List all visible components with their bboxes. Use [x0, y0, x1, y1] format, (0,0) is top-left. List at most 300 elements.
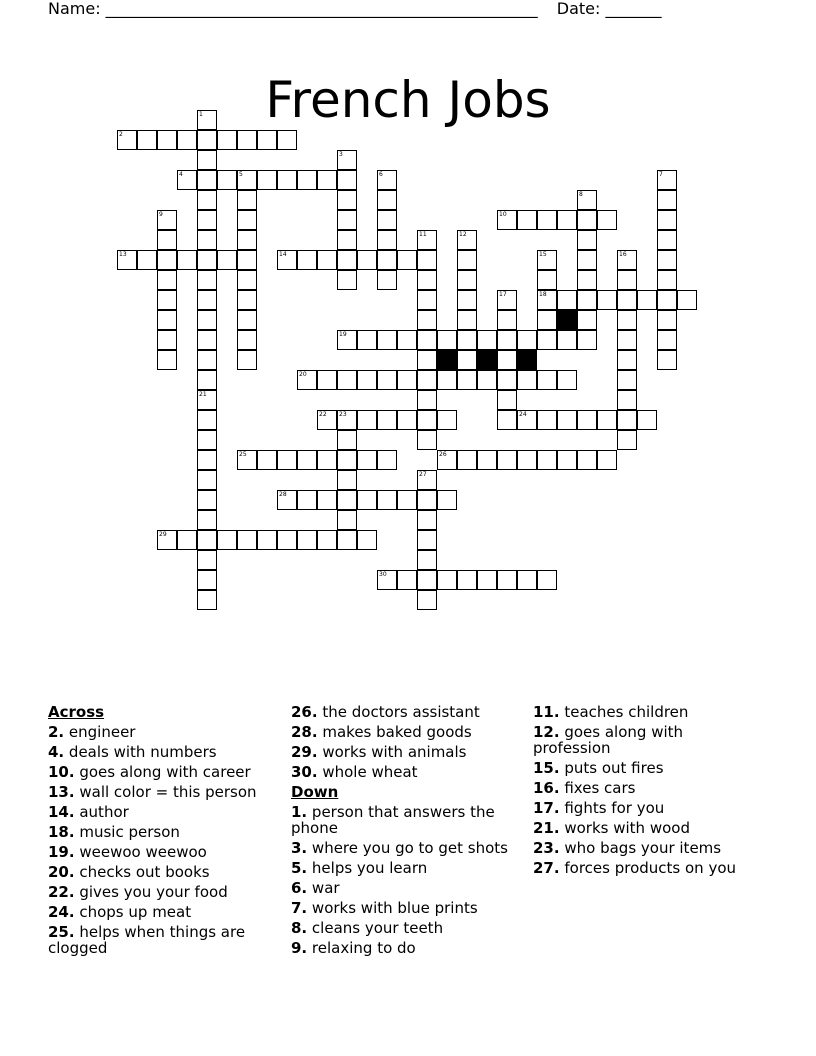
crossword-cell[interactable]: [157, 310, 177, 330]
clue-down-23: 23. who bags your items: [533, 839, 722, 857]
crossword-cell[interactable]: [557, 450, 577, 470]
crossword-cell[interactable]: [537, 270, 557, 290]
crossword-cell[interactable]: [577, 290, 597, 310]
crossword-cell[interactable]: [417, 510, 437, 530]
crossword-cell[interactable]: [277, 130, 297, 150]
crossword-cell[interactable]: [197, 310, 217, 330]
cell-number: 14: [279, 251, 287, 258]
clue-down-15: 15. puts out fires: [533, 759, 664, 777]
crossword-cell[interactable]: [237, 330, 257, 350]
clue-across-22: 22. gives you your food: [48, 883, 228, 901]
crossword-cell[interactable]: [197, 570, 217, 590]
crossword-cell[interactable]: [197, 550, 217, 570]
crossword-cell[interactable]: [537, 310, 557, 330]
crossword-cell[interactable]: [237, 210, 257, 230]
clue-down-11: 11. teaches children: [533, 703, 689, 721]
crossword-cell[interactable]: [337, 450, 357, 470]
crossword-cell[interactable]: [377, 330, 397, 350]
crossword-cell[interactable]: [497, 290, 517, 310]
crossword-cell[interactable]: [477, 570, 497, 590]
crossword-cell[interactable]: [297, 370, 317, 390]
crossword-cell[interactable]: [617, 270, 637, 290]
crossword-cell[interactable]: [517, 450, 537, 470]
crossword-cell[interactable]: [657, 310, 677, 330]
crossword-cell[interactable]: [417, 490, 437, 510]
crossword-cell[interactable]: [577, 190, 597, 210]
cell-number: 27: [419, 471, 427, 478]
crossword-cell[interactable]: [237, 190, 257, 210]
cell-number: 24: [519, 411, 527, 418]
crossword-cell[interactable]: [457, 230, 477, 250]
crossword-cell[interactable]: [417, 530, 437, 550]
crossword-cell[interactable]: [157, 350, 177, 370]
clue-down-12: 12. goes along with profession: [533, 723, 684, 757]
crossword-cell[interactable]: [497, 450, 517, 470]
clue-across-2: 2. engineer: [48, 723, 136, 741]
crossword-cell[interactable]: [117, 250, 137, 270]
crossword-cell[interactable]: [217, 250, 237, 270]
crossword-cell[interactable]: [437, 490, 457, 510]
crossword-cell[interactable]: [457, 290, 477, 310]
crossword-cell[interactable]: [577, 410, 597, 430]
crossword-cell[interactable]: [157, 210, 177, 230]
crossword-cell[interactable]: [437, 370, 457, 390]
crossword-cell[interactable]: [197, 330, 217, 350]
cell-number: 3: [339, 151, 343, 158]
clues-column-1: [48, 702, 280, 958]
crossword-cell[interactable]: [117, 130, 137, 150]
crossword-cell[interactable]: [617, 370, 637, 390]
crossword-cell[interactable]: [317, 530, 337, 550]
crossword-cell[interactable]: [597, 410, 617, 430]
crossword-cell[interactable]: [157, 130, 177, 150]
crossword-cell[interactable]: [197, 490, 217, 510]
crossword-cell[interactable]: [497, 310, 517, 330]
crossword-cell[interactable]: [617, 390, 637, 410]
clue-across-30: 30. whole wheat: [291, 763, 418, 781]
cell-number: 21: [199, 391, 207, 398]
clue-down-5: 5. helps you learn: [291, 859, 428, 877]
cell-number: 29: [159, 531, 167, 538]
crossword-cell[interactable]: [257, 450, 277, 470]
crossword-cell[interactable]: [197, 150, 217, 170]
crossword-cell[interactable]: [377, 190, 397, 210]
page-title: French Jobs: [265, 70, 551, 129]
cell-number: 19: [339, 331, 347, 338]
crossword-cell[interactable]: [657, 330, 677, 350]
crossword-cell[interactable]: [517, 410, 537, 430]
clues-column-3: [533, 702, 765, 878]
crossword-cell[interactable]: [537, 330, 557, 350]
crossword-black-cell: [517, 350, 537, 370]
crossword-cell[interactable]: [357, 250, 377, 270]
clue-down-8: 8. cleans your teeth: [291, 919, 444, 937]
crossword-cell[interactable]: [417, 590, 437, 610]
clue-down-17: 17. fights for you: [533, 799, 665, 817]
clue-across-13: 13. wall color = this person: [48, 783, 257, 801]
crossword-cell[interactable]: [437, 570, 457, 590]
crossword-cell[interactable]: [417, 330, 437, 350]
crossword-cell[interactable]: [657, 210, 677, 230]
crossword-cell[interactable]: [517, 570, 537, 590]
crossword-cell[interactable]: [597, 290, 617, 310]
crossword-cell[interactable]: [477, 450, 497, 470]
crossword-cell[interactable]: [397, 250, 417, 270]
crossword-cell[interactable]: [377, 450, 397, 470]
crossword-cell[interactable]: [577, 230, 597, 250]
crossword-cell[interactable]: [537, 370, 557, 390]
crossword-cell[interactable]: [177, 530, 197, 550]
crossword-cell[interactable]: [417, 350, 437, 370]
clue-across-10: 10. goes along with career: [48, 763, 251, 781]
crossword-cell[interactable]: [417, 570, 437, 590]
crossword-cell[interactable]: [617, 410, 637, 430]
cell-number: 11: [419, 231, 427, 238]
crossword-cell[interactable]: [197, 170, 217, 190]
crossword-cell[interactable]: [497, 370, 517, 390]
crossword-cell[interactable]: [677, 290, 697, 310]
crossword-cell[interactable]: [157, 250, 177, 270]
crossword-cell[interactable]: [277, 170, 297, 190]
crossword-cell[interactable]: [377, 210, 397, 230]
clue-across-19: 19. weewoo weewoo: [48, 843, 207, 861]
cell-number: 15: [539, 251, 547, 258]
cell-number: 2: [119, 131, 123, 138]
crossword-cell[interactable]: [337, 410, 357, 430]
crossword-cell[interactable]: [197, 530, 217, 550]
crossword-cell[interactable]: [337, 270, 357, 290]
crossword-cell[interactable]: [577, 210, 597, 230]
crossword-cell[interactable]: [217, 530, 237, 550]
clue-across-28: 28. makes baked goods: [291, 723, 472, 741]
crossword-cell[interactable]: [217, 130, 237, 150]
crossword-cell[interactable]: [197, 290, 217, 310]
crossword-cell[interactable]: [417, 290, 437, 310]
cell-number: 12: [459, 231, 467, 238]
crossword-cell[interactable]: [157, 230, 177, 250]
crossword-cell[interactable]: [297, 450, 317, 470]
crossword-cell[interactable]: [277, 490, 297, 510]
crossword-cell[interactable]: [337, 370, 357, 390]
crossword-cell[interactable]: [477, 370, 497, 390]
crossword-cell[interactable]: [457, 310, 477, 330]
crossword-cell[interactable]: [197, 350, 217, 370]
crossword-cell[interactable]: [417, 370, 437, 390]
crossword-cell[interactable]: [197, 370, 217, 390]
crossword-cell[interactable]: [457, 350, 477, 370]
cell-number: 8: [579, 191, 583, 198]
crossword-cell[interactable]: [497, 330, 517, 350]
crossword-cell[interactable]: [257, 530, 277, 550]
crossword-cell[interactable]: [637, 290, 657, 310]
crossword-cell[interactable]: [617, 250, 637, 270]
cell-number: 5: [239, 171, 243, 178]
crossword-cell[interactable]: [377, 230, 397, 250]
crossword-cell[interactable]: [237, 250, 257, 270]
crossword-cell[interactable]: [537, 410, 557, 430]
crossword-cell[interactable]: [357, 330, 377, 350]
crossword-cell[interactable]: [617, 310, 637, 330]
crossword-cell[interactable]: [577, 330, 597, 350]
crossword-cell[interactable]: [237, 290, 257, 310]
crossword-cell[interactable]: [337, 150, 357, 170]
crossword-cell[interactable]: [197, 590, 217, 610]
crossword-cell[interactable]: [237, 530, 257, 550]
clue-across-14: 14. author: [48, 803, 129, 821]
crossword-cell[interactable]: [337, 250, 357, 270]
crossword-cell[interactable]: [577, 310, 597, 330]
clue-across-29: 29. works with animals: [291, 743, 467, 761]
crossword-cell[interactable]: [417, 470, 437, 490]
crossword-cell[interactable]: [537, 290, 557, 310]
crossword-cell[interactable]: [657, 250, 677, 270]
crossword-cell[interactable]: [537, 450, 557, 470]
crossword-cell[interactable]: [417, 430, 437, 450]
crossword-cell[interactable]: [417, 410, 437, 430]
crossword-cell[interactable]: [377, 170, 397, 190]
crossword-cell[interactable]: [657, 350, 677, 370]
crossword-cell[interactable]: [517, 370, 537, 390]
crossword-cell[interactable]: [337, 170, 357, 190]
clue-across-26: 26. the doctors assistant: [291, 703, 480, 721]
crossword-cell[interactable]: [657, 230, 677, 250]
clue-down-21: 21. works with wood: [533, 819, 690, 837]
clue-down-1: 1. person that answers the phone: [291, 803, 495, 837]
cell-number: 17: [499, 291, 507, 298]
crossword-cell[interactable]: [437, 450, 457, 470]
crossword-cell[interactable]: [457, 250, 477, 270]
crossword-cell[interactable]: [537, 250, 557, 270]
cell-number: 4: [179, 171, 183, 178]
crossword-cell[interactable]: [277, 250, 297, 270]
crossword-cell[interactable]: [577, 250, 597, 270]
crossword-cell[interactable]: [337, 430, 357, 450]
clue-down-16: 16. fixes cars: [533, 779, 636, 797]
crossword-cell[interactable]: [377, 490, 397, 510]
clue-across-4: 4. deals with numbers: [48, 743, 217, 761]
crossword-cell[interactable]: [137, 250, 157, 270]
crossword-cell[interactable]: [157, 290, 177, 310]
crossword-cell[interactable]: [417, 390, 437, 410]
crossword-black-cell: [557, 310, 577, 330]
cell-number: 18: [539, 291, 547, 298]
crossword-cell[interactable]: [597, 450, 617, 470]
crossword-cell[interactable]: [497, 570, 517, 590]
crossword-cell[interactable]: [457, 270, 477, 290]
crossword-cell[interactable]: [297, 490, 317, 510]
crossword-cell[interactable]: [317, 450, 337, 470]
crossword-cell[interactable]: [197, 430, 217, 450]
crossword-cell[interactable]: [377, 270, 397, 290]
crossword-cell[interactable]: [657, 270, 677, 290]
crossword-cell[interactable]: [217, 170, 237, 190]
crossword-cell[interactable]: [337, 210, 357, 230]
crossword-cell[interactable]: [277, 450, 297, 470]
crossword-cell[interactable]: [197, 450, 217, 470]
crossword-cell[interactable]: [177, 170, 197, 190]
crossword-cell[interactable]: [457, 450, 477, 470]
crossword-cell[interactable]: [497, 410, 517, 430]
header: [48, 0, 748, 22]
crossword-cell[interactable]: [497, 210, 517, 230]
cell-number: 10: [499, 211, 507, 218]
crossword-cell[interactable]: [557, 330, 577, 350]
crossword-cell[interactable]: [377, 570, 397, 590]
crossword-cell[interactable]: [537, 570, 557, 590]
crossword-cell[interactable]: [417, 230, 437, 250]
crossword-cell[interactable]: [337, 330, 357, 350]
crossword-cell[interactable]: [197, 470, 217, 490]
crossword-cell[interactable]: [297, 250, 317, 270]
crossword-cell[interactable]: [197, 390, 217, 410]
crossword-cell[interactable]: [497, 350, 517, 370]
crossword-cell[interactable]: [237, 170, 257, 190]
crossword-cell[interactable]: [557, 210, 577, 230]
cell-number: 28: [279, 491, 287, 498]
crossword-cell[interactable]: [617, 350, 637, 370]
crossword-cell[interactable]: [337, 190, 357, 210]
crossword-cell[interactable]: [157, 270, 177, 290]
crossword-cell[interactable]: [477, 330, 497, 350]
crossword-cell[interactable]: [617, 330, 637, 350]
crossword-cell[interactable]: [437, 330, 457, 350]
crossword-cell[interactable]: [597, 210, 617, 230]
crossword-black-cell: [437, 350, 457, 370]
clue-across-24: 24. chops up meat: [48, 903, 192, 921]
crossword-cell[interactable]: [357, 530, 377, 550]
crossword-cell[interactable]: [637, 410, 657, 430]
clue-across-20: 20. checks out books: [48, 863, 210, 881]
crossword-cell[interactable]: [617, 430, 637, 450]
cell-number: 13: [119, 251, 127, 258]
crossword-cell[interactable]: [277, 530, 297, 550]
crossword-cell[interactable]: [357, 450, 377, 470]
crossword-cell[interactable]: [517, 210, 537, 230]
crossword-cell[interactable]: [337, 530, 357, 550]
crossword-cell[interactable]: [157, 330, 177, 350]
crossword-cell[interactable]: [137, 130, 157, 150]
down-heading: Down: [291, 783, 339, 801]
crossword-cell[interactable]: [377, 410, 397, 430]
crossword-cell[interactable]: [237, 310, 257, 330]
crossword-cell[interactable]: [197, 190, 217, 210]
crossword-cell[interactable]: [177, 250, 197, 270]
crossword-cell[interactable]: [657, 190, 677, 210]
crossword-cell[interactable]: [177, 130, 197, 150]
crossword-cell[interactable]: [417, 250, 437, 270]
crossword-cell[interactable]: [257, 170, 277, 190]
cell-number: 1: [199, 111, 203, 118]
crossword-cell[interactable]: [457, 370, 477, 390]
crossword-cell[interactable]: [397, 490, 417, 510]
crossword-cell[interactable]: [337, 490, 357, 510]
crossword-cell[interactable]: [557, 410, 577, 430]
clue-across-25: 25. helps when things are clogged: [48, 923, 246, 957]
cell-number: 6: [379, 171, 383, 178]
crossword-cell[interactable]: [317, 370, 337, 390]
crossword-cell[interactable]: [497, 390, 517, 410]
crossword-cell[interactable]: [617, 290, 637, 310]
crossword-cell[interactable]: [257, 130, 277, 150]
crossword-cell[interactable]: [317, 250, 337, 270]
crossword-cell[interactable]: [417, 270, 437, 290]
clues-column-2: [291, 702, 523, 958]
cell-number: 9: [159, 211, 163, 218]
crossword-cell[interactable]: [237, 230, 257, 250]
crossword-cell[interactable]: [297, 170, 317, 190]
clue-across-18: 18. music person: [48, 823, 180, 841]
crossword-cell[interactable]: [437, 410, 457, 430]
crossword-cell[interactable]: [337, 470, 357, 490]
crossword-cell[interactable]: [557, 370, 577, 390]
cell-number: 22: [319, 411, 327, 418]
crossword-cell[interactable]: [197, 230, 217, 250]
crossword-cell[interactable]: [377, 370, 397, 390]
crossword-cell[interactable]: [317, 490, 337, 510]
cell-number: 25: [239, 451, 247, 458]
cell-number: 30: [379, 571, 387, 578]
crossword-cell[interactable]: [357, 370, 377, 390]
crossword-cell[interactable]: [197, 270, 217, 290]
crossword-cell[interactable]: [517, 330, 537, 350]
crossword-cell[interactable]: [297, 530, 317, 550]
crossword-cell[interactable]: [237, 270, 257, 290]
crossword-cell[interactable]: [237, 450, 257, 470]
name-field[interactable]: Name: ______________________________________________________: [48, 0, 538, 18]
date-field[interactable]: Date: _______: [556, 0, 662, 18]
crossword-cell[interactable]: [197, 130, 217, 150]
across-heading: Across: [48, 703, 105, 721]
crossword-cell[interactable]: [417, 310, 437, 330]
crossword-cell[interactable]: [197, 250, 217, 270]
crossword-cell[interactable]: [237, 350, 257, 370]
crossword-cell[interactable]: [417, 550, 437, 570]
crossword-cell[interactable]: [357, 490, 377, 510]
crossword-cell[interactable]: [537, 210, 557, 230]
crossword-cell[interactable]: [337, 230, 357, 250]
clue-down-27: 27. forces products on you: [533, 859, 737, 877]
cell-number: 23: [339, 411, 347, 418]
crossword-cell[interactable]: [197, 210, 217, 230]
crossword-cell[interactable]: [457, 570, 477, 590]
clue-down-3: 3. where you go to get shots: [291, 839, 508, 857]
crossword-cell[interactable]: [557, 290, 577, 310]
crossword-cell[interactable]: [157, 530, 177, 550]
crossword-cell[interactable]: [397, 370, 417, 390]
clue-down-9: 9. relaxing to do: [291, 939, 416, 957]
crossword-cell[interactable]: [317, 170, 337, 190]
crossword-cell[interactable]: [577, 450, 597, 470]
cell-number: 20: [299, 371, 307, 378]
crossword-black-cell: [477, 350, 497, 370]
crossword-cell[interactable]: [577, 270, 597, 290]
crossword-cell[interactable]: [337, 510, 357, 530]
crossword-cell[interactable]: [197, 510, 217, 530]
crossword-cell[interactable]: [397, 570, 417, 590]
crossword-cell[interactable]: [237, 130, 257, 150]
crossword-cell[interactable]: [357, 410, 377, 430]
crossword-cell[interactable]: [397, 330, 417, 350]
crossword-cell[interactable]: [197, 410, 217, 430]
crossword-cell[interactable]: [657, 170, 677, 190]
clue-down-7: 7. works with blue prints: [291, 899, 478, 917]
crossword-cell[interactable]: [317, 410, 337, 430]
cell-number: 26: [439, 451, 447, 458]
crossword-cell[interactable]: [377, 250, 397, 270]
crossword-cell[interactable]: [457, 330, 477, 350]
crossword-cell[interactable]: [397, 410, 417, 430]
crossword-cell[interactable]: [657, 290, 677, 310]
